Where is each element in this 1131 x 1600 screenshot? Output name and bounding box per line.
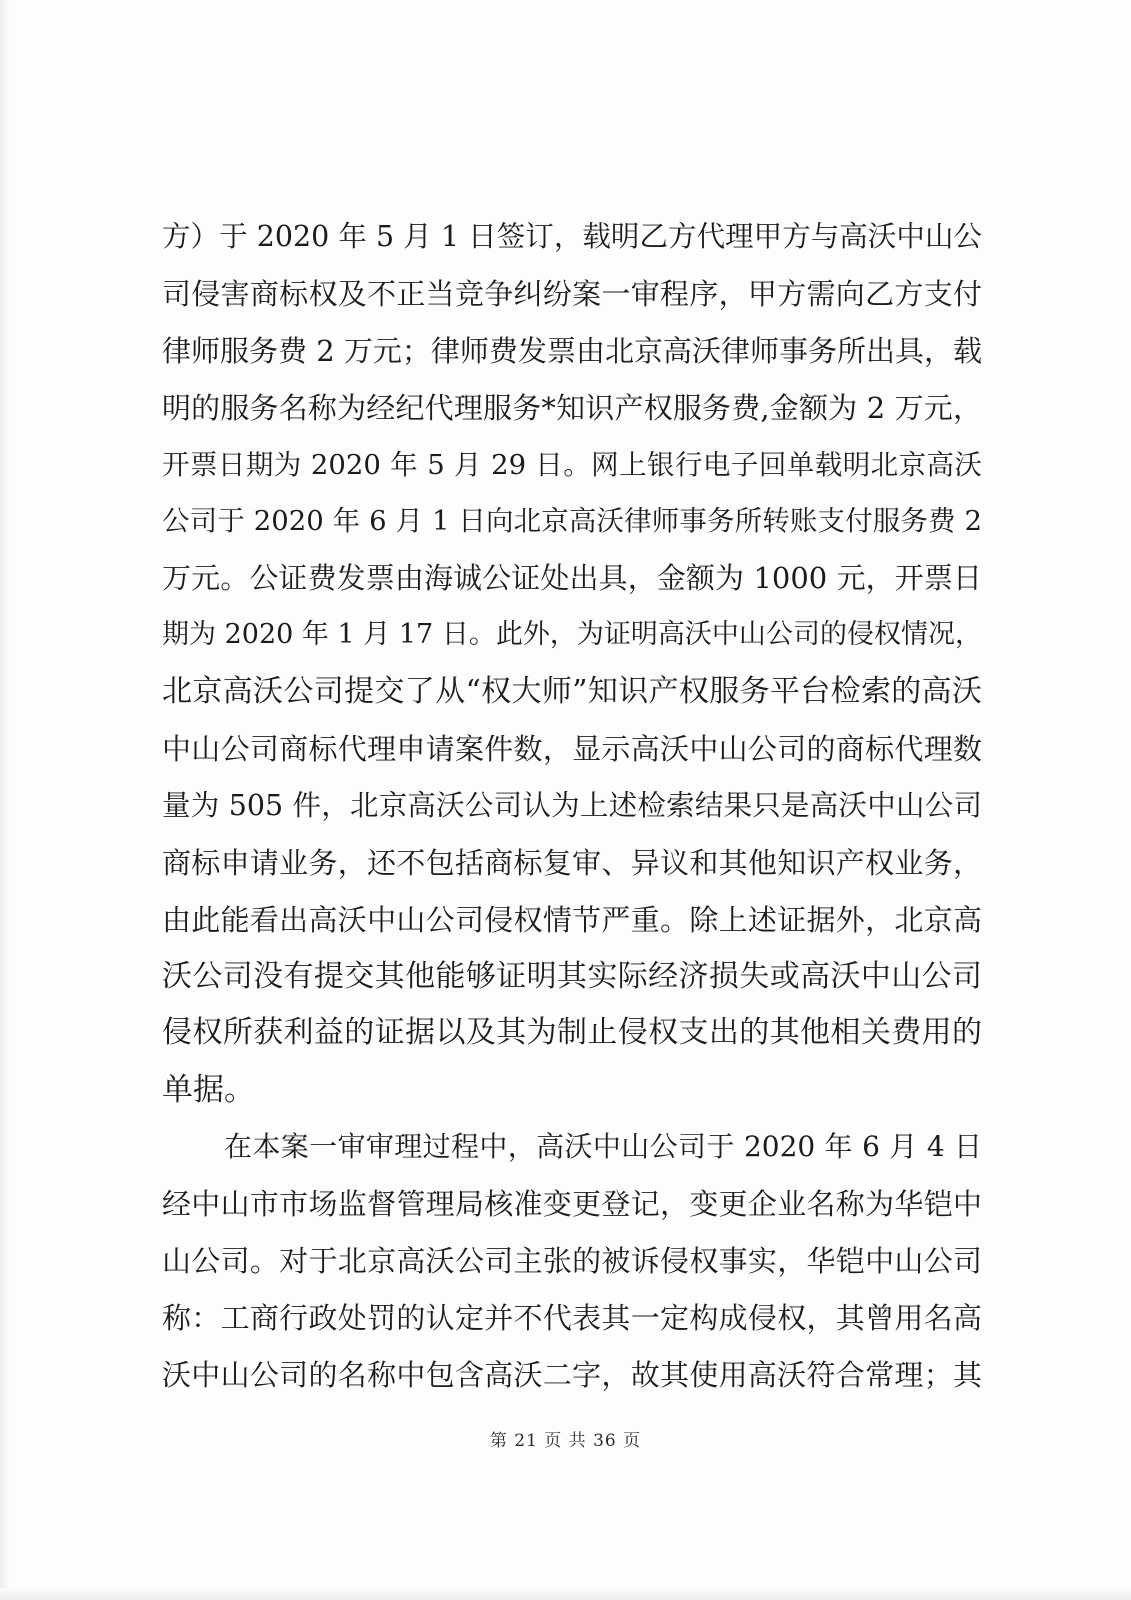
body-line-10: 中山公司商标代理申请案件数，显示高沃中山公司的商标代理数	[162, 732, 982, 767]
body-line-17: 在本案一审审理过程中，高沃中山公司于 2020 年 6 月 4 日	[224, 1130, 982, 1164]
body-line-21: 沃中山公司的名称中包含高沃二字，故其使用高沃符合常理；其	[162, 1357, 982, 1392]
body-line-11: 量为 505 件，北京高沃公司认为上述检索结果只是高沃中山公司	[162, 788, 982, 822]
body-line-1: 方）于 2020 年 5 月 1 日签订，载明乙方代理甲方与高沃中山公	[162, 220, 982, 253]
body-line-9: 北京高沃公司提交了从“权大师”知识产权服务平台检索的高沃	[162, 674, 982, 710]
body-line-20: 称：工商行政处罚的认定并不代表其一定构成侵权，其曾用名高	[162, 1300, 982, 1335]
body-line-16: 单据。	[162, 1072, 255, 1109]
body-line-2: 司侵害商标权及不正当竞争纠纷案一审程序，甲方需向乙方支付	[162, 276, 982, 311]
body-line-18: 经中山市市场监督管理局核准变更登记，变更企业名称为华铠中	[162, 1187, 982, 1222]
body-line-12: 商标申请业务，还不包括商标复审、异议和其他知识产权业务，	[162, 845, 982, 880]
body-line-8: 期为 2020 年 1 月 17 日。此外，为证明高沃中山公司的侵权情况，	[162, 619, 982, 651]
body-line-19: 山公司。对于北京高沃公司主张的被诉侵权事实，华铠中山公司	[162, 1244, 982, 1279]
scan-edge-left	[0, 0, 10, 1600]
body-line-5: 开票日期为 2020 年 5 月 29 日。网上银行电子回单载明北京高沃	[162, 448, 982, 481]
body-line-14: 沃公司没有提交其他能够证明其实际经济损失或高沃中山公司	[162, 958, 982, 994]
body-line-3: 律师服务费 2 万元；律师费发票由北京高沃律师事务所出具，载	[162, 333, 982, 368]
body-line-13: 由此能看出高沃中山公司侵权情节严重。除上述证据外，北京高	[162, 902, 982, 937]
body-line-7: 万元。公证费发票由海诚公证处出具，金额为 1000 元，开票日	[162, 561, 982, 596]
body-line-4: 明的服务名称为经纪代理服务*知识产权服务费,金额为 2 万元，	[162, 390, 982, 425]
body-line-15: 侵权所获利益的证据以及其为制止侵权支出的其他相关费用的	[162, 1015, 982, 1051]
page-number-footer: 第 21 页 共 36 页	[489, 1431, 642, 1451]
document-body	[162, 209, 982, 1404]
body-line-6: 公司于 2020 年 6 月 1 日向北京高沃律师事务所转账支付服务费 2	[162, 505, 982, 538]
scan-edge-bottom	[0, 1588, 1131, 1600]
